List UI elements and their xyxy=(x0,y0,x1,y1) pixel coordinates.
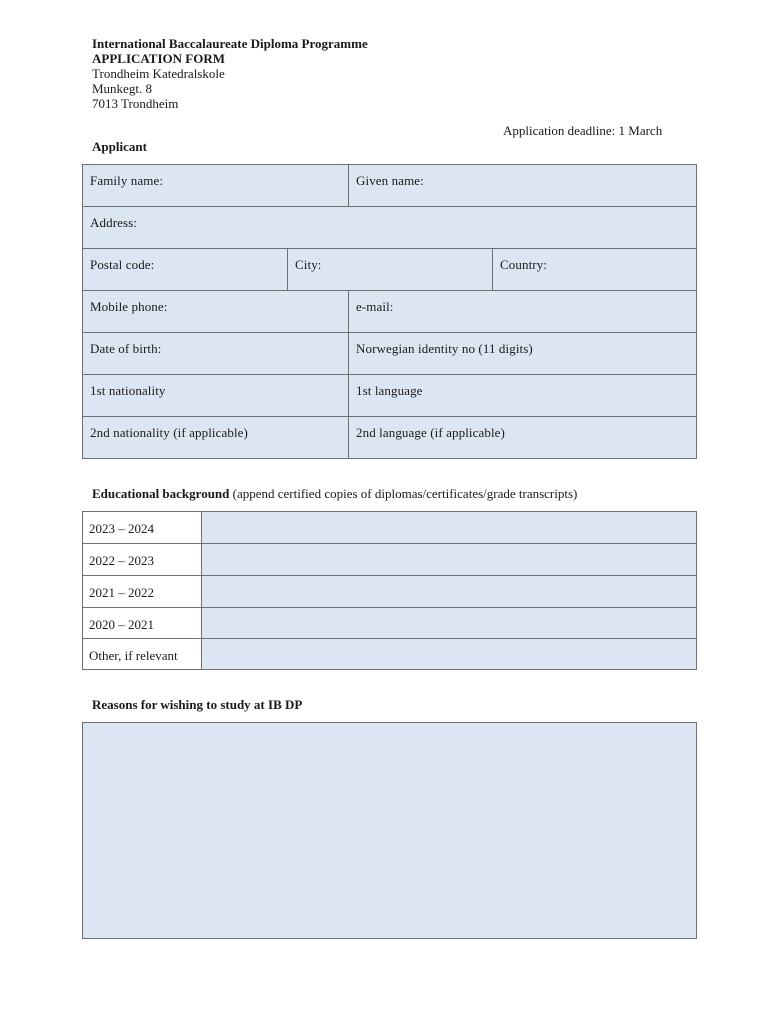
country-label: Country: xyxy=(500,257,548,272)
address-label: Address: xyxy=(90,215,138,230)
nationality-2-label: 2nd nationality (if applicable) xyxy=(90,425,248,440)
nationality-1-label: 1st nationality xyxy=(90,383,166,398)
education-row-label: 2020 – 2021 xyxy=(82,607,202,639)
applicant-section-title: Applicant xyxy=(92,139,147,154)
mobile-phone-label: Mobile phone: xyxy=(90,299,168,314)
country-field[interactable] xyxy=(492,248,697,291)
school-name: Trondheim Katedralskole xyxy=(92,66,225,81)
family-name-field[interactable] xyxy=(82,164,349,207)
address-field[interactable] xyxy=(82,206,697,249)
education-row-input[interactable] xyxy=(201,638,697,670)
nationality-2-field[interactable] xyxy=(82,416,349,459)
education-row-input[interactable] xyxy=(201,575,697,608)
education-section-title xyxy=(92,486,577,502)
application-deadline: Application deadline: 1 March xyxy=(503,123,663,138)
email-label: e-mail: xyxy=(356,299,394,314)
email-field[interactable] xyxy=(348,290,697,333)
education-row-label: Other, if relevant xyxy=(82,638,202,670)
form-title: APPLICATION FORM xyxy=(92,51,226,66)
school-city: 7013 Trondheim xyxy=(92,96,179,111)
postal-code-label: Postal code: xyxy=(90,257,155,272)
language-2-field[interactable] xyxy=(348,416,697,459)
date-of-birth-label: Date of birth: xyxy=(90,341,162,356)
given-name-field[interactable] xyxy=(348,164,697,207)
education-note: (append certified copies of diplomas/certificates/grade transcripts) xyxy=(232,486,578,501)
city-label: City: xyxy=(295,257,322,272)
programme-name: International Baccalaureate Diploma Programme xyxy=(92,36,368,51)
language-2-label: 2nd language (if applicable) xyxy=(356,425,505,440)
given-name-label: Given name: xyxy=(356,173,424,188)
language-1-field[interactable] xyxy=(348,374,697,417)
norwegian-id-field[interactable] xyxy=(348,332,697,375)
education-row-label: 2023 – 2024 xyxy=(82,511,202,544)
reasons-section-title: Reasons for wishing to study at IB DP xyxy=(92,697,303,712)
language-1-label: 1st language xyxy=(356,383,423,398)
school-header xyxy=(92,36,368,111)
education-row-label: 2022 – 2023 xyxy=(82,543,202,576)
postal-code-field[interactable] xyxy=(82,248,288,291)
education-row-label: 2021 – 2022 xyxy=(82,575,202,608)
education-row-input[interactable] xyxy=(201,607,697,639)
reasons-textarea[interactable] xyxy=(82,722,697,939)
mobile-phone-field[interactable] xyxy=(82,290,349,333)
education-row-input[interactable] xyxy=(201,511,697,544)
education-row-input[interactable] xyxy=(201,543,697,576)
nationality-1-field[interactable] xyxy=(82,374,349,417)
family-name-label: Family name: xyxy=(90,173,164,188)
education-title: Educational background xyxy=(92,486,230,501)
norwegian-id-label: Norwegian identity no (11 digits) xyxy=(356,341,533,356)
city-field[interactable] xyxy=(287,248,493,291)
date-of-birth-field[interactable] xyxy=(82,332,349,375)
school-street: Munkegt. 8 xyxy=(92,81,152,96)
